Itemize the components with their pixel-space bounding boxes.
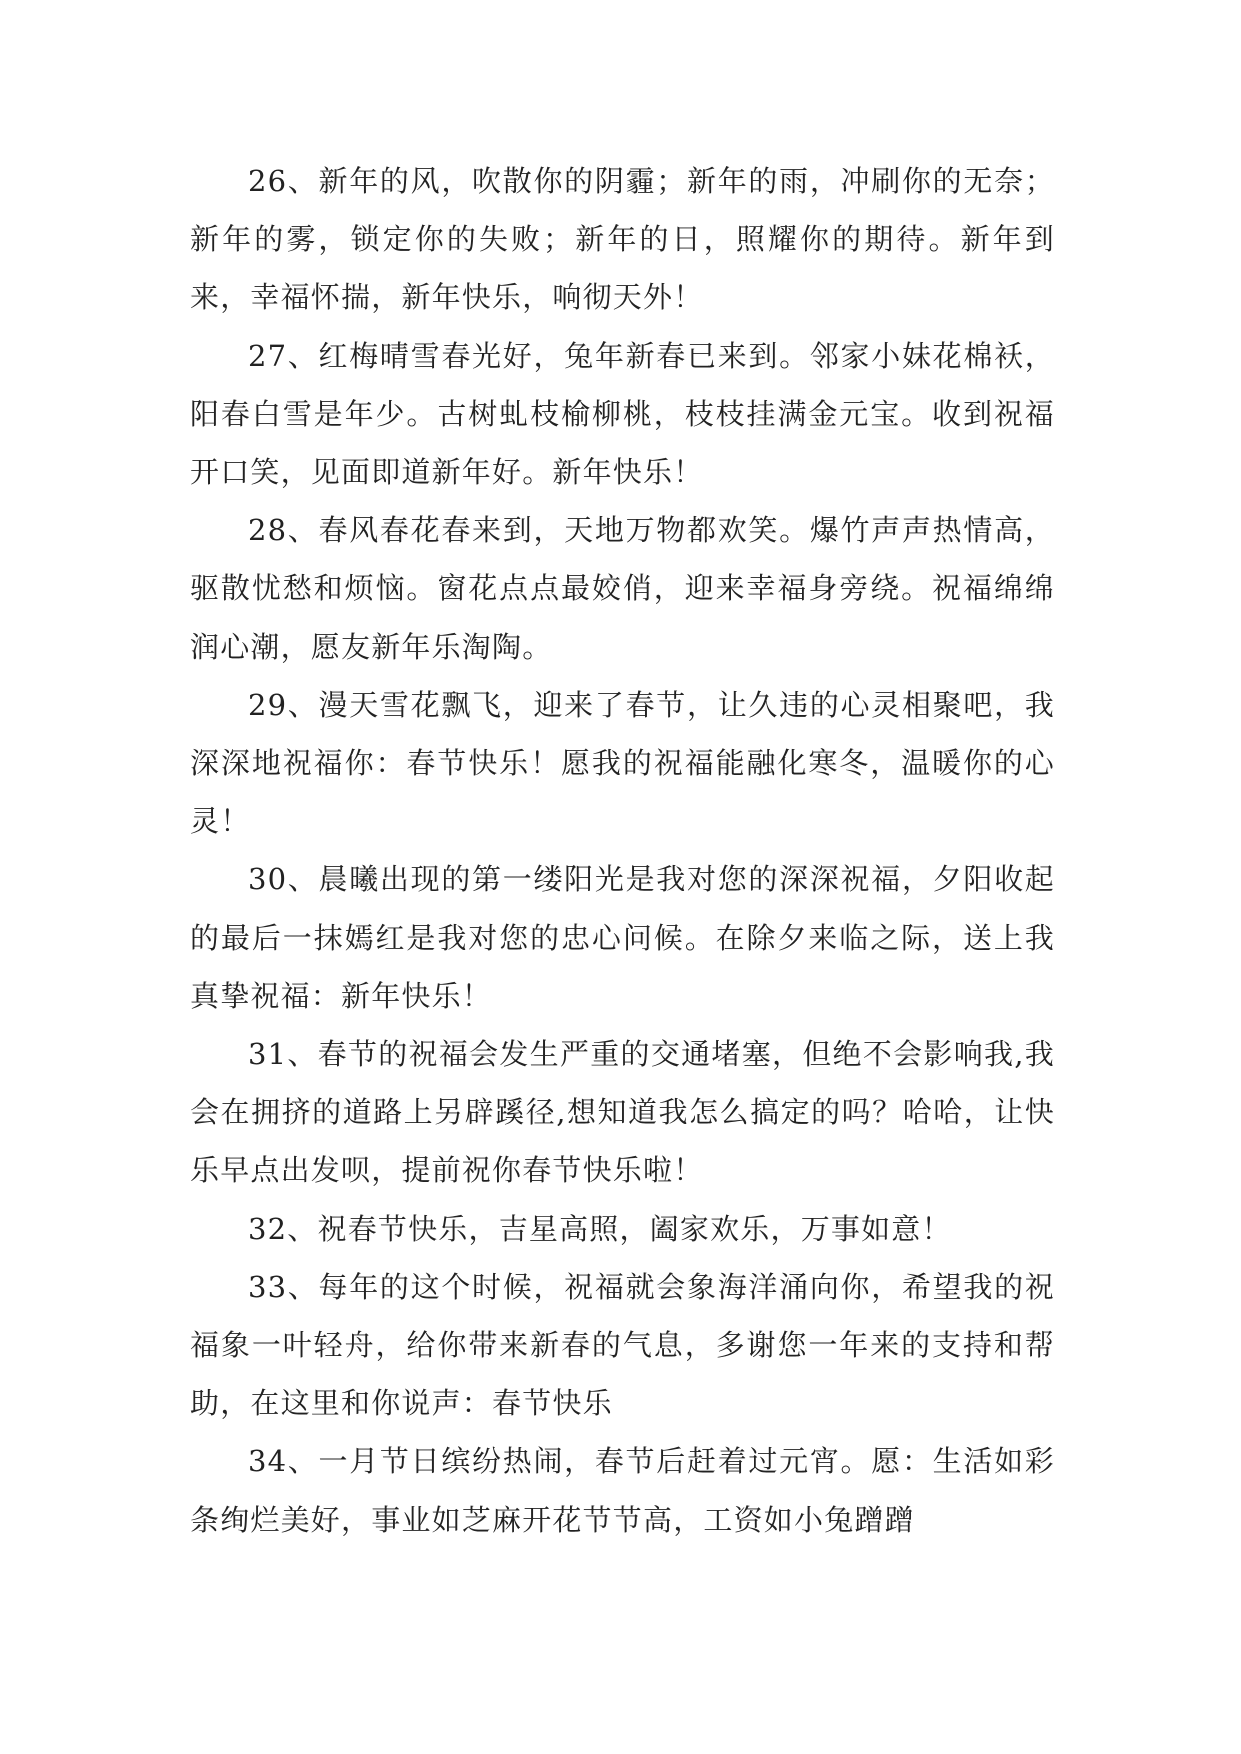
paragraph-32: 32、祝春节快乐，吉星高照，阖家欢乐，万事如意！ xyxy=(248,1211,952,1246)
paragraph-28: 28、春风春花春来到，天地万物都欢笑。爆竹声声热情高，驱散忧愁和烦恼。窗花点点最姣俏，迎来幸福身旁绕。祝福绵绵润心潮，愿友新年乐淘陶。 xyxy=(190,513,1055,664)
paragraph-33: 33、每年的这个时候，祝福就会象海洋涌向你，希望我的祝福象一叶轻舟，给你带来新春的气息，多谢您一年来的支持和帮助，在这里和你说声：春节快乐 xyxy=(190,1269,1055,1421)
document-body xyxy=(190,152,1055,1549)
paragraph-26: 26、新年的风，吹散你的阴霾；新年的雨，冲刷你的无奈；新年的雾，锁定你的失败；新年的日，照耀你的期待。新年到来，幸福怀揣，新年快乐，响彻天外！ xyxy=(190,164,1055,315)
paragraph-31: 31、春节的祝福会发生严重的交通堵塞，但绝不会影响我,我会在拥挤的道路上另辟蹊径,想知道我怎么搞定的吗？哈哈，让快乐早点出发呗，提前祝你春节快乐啦！ xyxy=(190,1037,1055,1188)
paragraph-30: 30、晨曦出现的第一缕阳光是我对您的深深祝福，夕阳收起的最后一抹嫣红是我对您的忠心问候。在除夕来临之际，送上我真挚祝福：新年快乐！ xyxy=(190,862,1055,1013)
paragraph-29: 29、漫天雪花飘飞，迎来了春节，让久违的心灵相聚吧，我深深地祝福你：春节快乐！愿我的祝福能融化寒冬，温暖你的心灵！ xyxy=(190,687,1055,839)
paragraph-34: 34、一月节日缤纷热闹，春节后赶着过元宵。愿：生活如彩条绚烂美好，事业如芝麻开花节节高，工资如小兔蹭蹭 xyxy=(190,1444,1055,1537)
paragraph-27: 27、红梅晴雪春光好，兔年新春已来到。邻家小妹花棉袄，阳春白雪是年少。古树虬枝榆柳桃，枝枝挂满金元宝。收到祝福开口笑，见面即道新年好。新年快乐！ xyxy=(190,338,1055,490)
